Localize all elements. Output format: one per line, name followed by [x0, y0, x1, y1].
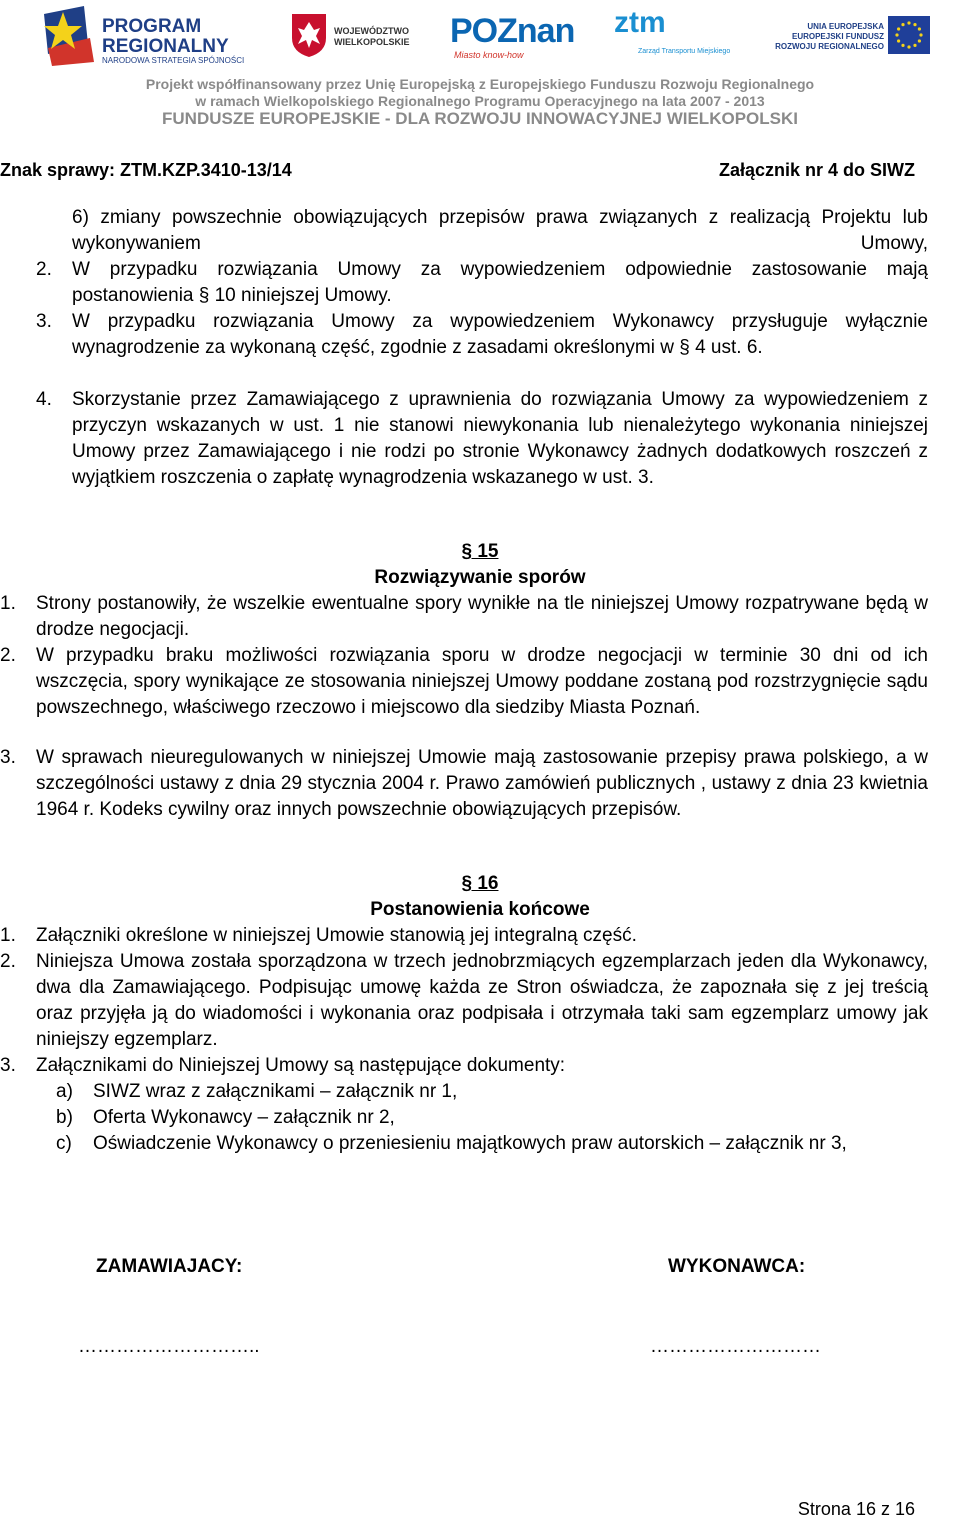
- ztm-title: ztm: [614, 6, 666, 39]
- s15-item-3-number: 3.: [0, 747, 16, 768]
- item-2-text: W przypadku rozwiązania Umowy za wypowiedzeniem odpowiednie zastosowanie mają postanowienia § 10 niniejszej Umowy.: [72, 259, 928, 306]
- eu-flag-icon: [888, 16, 930, 54]
- s16-item-3-text: Załącznikami do Niniejszej Umowy są następujące dokumenty:: [36, 1055, 566, 1076]
- section-15-number-text: § 15: [461, 541, 499, 562]
- s15-item-3-text: W sprawach nieuregulowanych w niniejszej Umowie mają zastosowanie przepisy prawa polskiego, a w szczególności ustawy z dnia 29 stycznia 2004 r. Prawo zamówień publicznych , ustawy z dnia 23 kwietnia 1964 r. Kodeks cywilny oraz innych powszechnie obowiązujących przepisów.: [36, 747, 928, 820]
- wojewodztwo-logo: [290, 12, 410, 62]
- item-3-text: W przypadku rozwiązania Umowy za wypowiedzeniem Wykonawcy przysługuje wyłącznie wynagrodzenie za wykonaną część, zgodnie z zasadami określonymi w § 4 ust. 6.: [72, 311, 928, 358]
- funding-line-1: Projekt współfinansowany przez Unię Europejską z Europejskiego Funduszu Rozwoju Regionalnego: [145, 76, 815, 92]
- program-regionalny-subtitle: NARODOWA STRATEGIA SPÓJNOŚCI: [102, 56, 245, 65]
- s15-item-1-number: 1.: [0, 593, 16, 614]
- funding-line-2: w ramach Wielkopolskiego Regionalnego Programu Operacyjnego na lata 2007 - 2013: [195, 93, 765, 109]
- item-6-text: 6) zmiany powszechnie obowiązujących przepisów prawa związanych z realizacją Projektu lub wykonywaniem Umowy,: [72, 207, 928, 254]
- wojewodztwo-text: WOJEWÓDZTWO WIELKOPOLSKIE: [334, 26, 410, 47]
- funding-line-3: FUNDUSZE EUROPEJSKIE - DLA ROZWOJU INNOWACYJNEJ WIELKOPOLSKI: [162, 109, 798, 128]
- signature-line-left: ………………………..: [78, 1336, 260, 1357]
- page-number: Strona 16 z 16: [797, 1499, 915, 1519]
- star-flag-icon: [38, 4, 98, 66]
- attachment-label: Załącznik nr 4 do SIWZ: [718, 160, 915, 180]
- s16-item-2-number: 2.: [0, 951, 16, 972]
- s16-sub-c-text: Oświadczenie Wykonawcy o przeniesieniu majątkowych praw autorskich – załącznik nr 3,: [93, 1133, 847, 1154]
- poznan-subtitle: Miasto know-how: [454, 50, 524, 60]
- section-16-title: Postanowienia końcowe: [370, 899, 590, 920]
- s16-item-1-number: 1.: [0, 925, 16, 946]
- eu-logo: [772, 12, 930, 62]
- coat-of-arms-icon: [290, 12, 328, 58]
- program-regionalny-title: PROGRAM REGIONALNY: [102, 16, 229, 57]
- section-15-title: Rozwiązywanie sporów: [374, 567, 586, 588]
- item-3-number: 3.: [36, 311, 52, 332]
- section-15-number: [0, 539, 960, 565]
- header-logos: [0, 0, 960, 72]
- signature-label-wykonawca: WYKONAWCA:: [668, 1256, 806, 1277]
- s16-sub-b-text: Oferta Wykonawcy – załącznik nr 2,: [93, 1107, 395, 1128]
- poznan-title: POZnan: [450, 12, 575, 50]
- s16-item-2-text: Niniejsza Umowa została sporządzona w trzech jednobrzmiących egzemplarzach jeden dla Wykonawcy, dwa dla Zamawiającego. Podpisując umowę każda ze Stron oświadcza, że zapoznała się z jej treścią oraz przyjęła ją do wiadomości i wykonania oraz podpisała i otrzymała taki sam egzemplarz umowy jak niniejszy egzemplarz.: [36, 951, 928, 1050]
- ztm-subtitle: Zarząd Transportu Miejskiego: [638, 48, 731, 55]
- item-2-number: 2.: [36, 259, 52, 280]
- s16-item-3-number: 3.: [0, 1055, 16, 1076]
- item-4-text: Skorzystanie przez Zamawiającego z uprawnienia do rozwiązania Umowy za wypowiedzeniem z przyczyn wskazanych w ust. 1 nie stanowi niewykonania lub nienależytego wykonania niniejszej Umowy przez Zamawiającego i nie rodzi po stronie Wykonawcy żadnych dodatkowych roszczeń z wyjątkiem roszczenia o zapłatę wynagrodzenia wskazanego w ust. 3.: [72, 389, 928, 488]
- section-16-number: [0, 871, 960, 897]
- item-6-line1: [72, 205, 928, 257]
- s16-sub-b-letter: b): [56, 1107, 73, 1128]
- program-regionalny-logo: [38, 4, 258, 66]
- s16-item-1-text: Załączniki określone w niniejszej Umowie stanowią jej integralną część.: [36, 925, 637, 946]
- s15-item-2-text: W przypadku braku możliwości rozwiązania sporu w drodze negocjacji w terminie 30 dni od ich wszczęcia, spory wynikające ze stosowania niniejszej Umowy poddane zostaną pod rozstrzygnięcie sądu powszechnego, właściwego rzeczowo i miejscowo dla siedziby Miasta Poznań.: [36, 645, 928, 718]
- s15-item-1-text: Strony postanowiły, że wszelkie ewentualne spory wynikłe na tle niniejszej Umowy rozpatrywane będą w drodze negocjacji.: [36, 593, 928, 640]
- signature-label-zamawiajacy: ZAMAWIAJACY:: [96, 1256, 243, 1277]
- signature-line-right: ………………………: [650, 1336, 821, 1357]
- item-4-number: 4.: [36, 389, 52, 410]
- poznan-logo: [446, 8, 596, 60]
- s16-sub-a-text: SIWZ wraz z załącznikami – załącznik nr 1,: [93, 1081, 458, 1102]
- s15-item-2-number: 2.: [0, 645, 16, 666]
- s16-sub-a-letter: a): [56, 1081, 73, 1102]
- case-number: Znak sprawy: ZTM.KZP.3410-13/14: [0, 160, 292, 180]
- ztm-logo: [614, 6, 744, 62]
- s16-sub-c-letter: c): [56, 1133, 72, 1154]
- eu-text: UNIA EUROPEJSKA EUROPEJSKI FUNDUSZ ROZWOJU REGIONALNEGO: [775, 22, 884, 51]
- section-16-number-text: § 16: [461, 873, 499, 894]
